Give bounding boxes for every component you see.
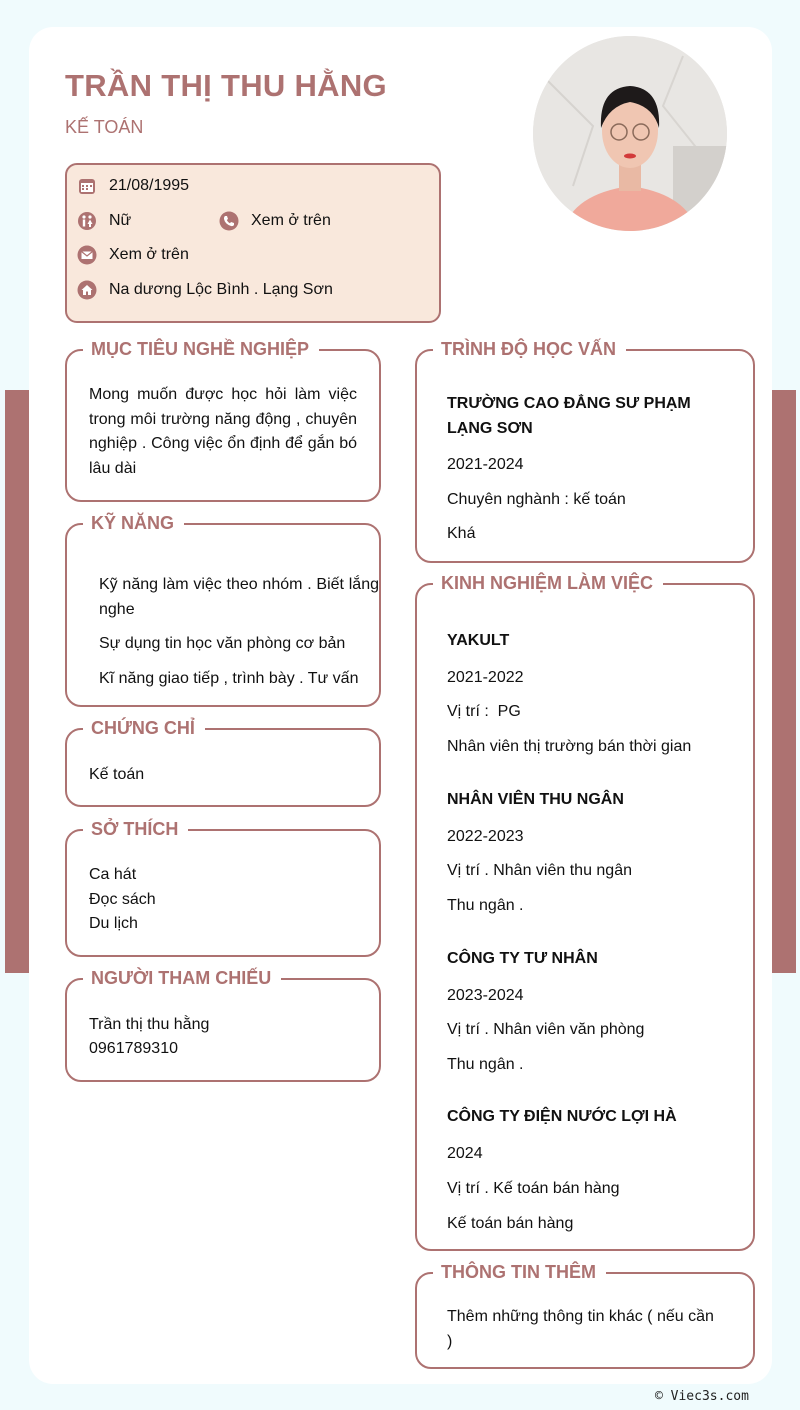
gender-row	[77, 211, 131, 231]
certificates-title: CHỨNG CHỈ	[83, 716, 205, 740]
objective-title: MỤC TIÊU NGHỀ NGHIỆP	[83, 337, 319, 361]
job-description: Kế toán bán hàng	[447, 1215, 574, 1232]
hobbies-section	[65, 819, 381, 957]
email-value: Xem ở trên	[109, 246, 189, 263]
left-accent-band	[5, 390, 29, 973]
skills-title: KỸ NĂNG	[83, 511, 184, 535]
extra-info-title: THÔNG TIN THÊM	[433, 1260, 606, 1284]
reference-phone: 0961789310	[89, 1040, 178, 1057]
section-title-rule	[283, 978, 343, 980]
certificates-section	[65, 718, 381, 807]
gender-value: Nữ	[109, 212, 132, 229]
section-title-rule	[628, 349, 688, 351]
job-years: 2024	[447, 1145, 483, 1162]
reference-section	[65, 968, 381, 1082]
gender-icon	[77, 211, 97, 231]
candidate-name: TRẦN THỊ THU HẰNG	[65, 68, 387, 103]
job-company: CÔNG TY ĐIỆN NƯỚC LỢI HÀ	[447, 1108, 677, 1125]
job-company: YAKULT	[447, 632, 510, 649]
calendar-icon	[77, 176, 97, 196]
job-position: Vị trí : PG	[447, 703, 521, 720]
copyright-footer: © Viec3s.com	[655, 1389, 749, 1404]
skill-item: Kĩ năng giao tiếp , trình bày . Tư vấn	[99, 670, 359, 687]
job-company: NHÂN VIÊN THU NGÂN	[447, 791, 624, 808]
job-company: CÔNG TY TƯ NHÂN	[447, 950, 598, 967]
hobby-item: Du lịch	[89, 915, 138, 932]
extra-info-text: Thêm những thông tin khác ( nếu cần )	[447, 1308, 714, 1350]
job-years: 2021-2022	[447, 669, 524, 686]
phone-row	[219, 211, 331, 231]
skills-section	[65, 513, 381, 707]
education-major: Chuyên nghành : kế toán	[447, 491, 626, 508]
job-position: Vị trí . Nhân viên văn phòng	[447, 1021, 645, 1038]
email-row	[77, 245, 189, 265]
section-title-rule	[190, 829, 250, 831]
birthday-value: 21/08/1995	[109, 177, 190, 194]
hobbies-title: SỞ THÍCH	[83, 817, 188, 841]
hobby-item: Đọc sách	[89, 891, 156, 908]
profile-photo	[533, 36, 727, 231]
section-title-rule	[186, 523, 246, 525]
address-value: Na dương Lộc Bình . Lạng Sơn	[109, 281, 333, 298]
experience-title: KINH NGHIỆM LÀM VIỆC	[433, 571, 663, 595]
job-description: Nhân viên thị trường bán thời gian	[447, 738, 692, 755]
extra-info-section	[415, 1262, 755, 1369]
certificate-item: Kế toán	[89, 766, 145, 783]
envelope-icon	[77, 245, 97, 265]
skill-item: Sự dụng tin học văn phòng cơ bản	[99, 635, 346, 652]
section-title-rule	[665, 583, 725, 585]
job-description: Thu ngân .	[447, 1056, 524, 1073]
reference-title: NGƯỜI THAM CHIẾU	[83, 966, 281, 990]
objective-text: Mong muốn được học hỏi làm việc trong môi trường năng động , chuyên nghiệp . Công việc ổn định để gắn bó lâu dài	[89, 386, 357, 477]
phone-value: Xem ở trên	[251, 212, 331, 229]
job-years: 2023-2024	[447, 987, 524, 1004]
education-grade: Khá	[447, 525, 476, 542]
birthday-row	[77, 176, 189, 196]
address-row	[77, 280, 333, 300]
job-position: Vị trí . Kế toán bán hàng	[447, 1180, 620, 1197]
home-icon	[77, 280, 97, 300]
right-accent-band	[772, 390, 796, 973]
job-position: Vị trí . Nhân viên thu ngân	[447, 862, 632, 879]
hobby-item: Ca hát	[89, 866, 137, 883]
education-section	[415, 339, 755, 563]
section-title-rule	[207, 728, 267, 730]
job-years: 2022-2023	[447, 828, 524, 845]
job-description: Thu ngân .	[447, 897, 524, 914]
education-title: TRÌNH ĐỘ HỌC VẤN	[433, 337, 626, 361]
objective-section	[65, 339, 381, 502]
reference-name: Trần thị thu hằng	[89, 1016, 210, 1033]
phone-icon	[219, 211, 239, 231]
skill-item: Kỹ năng làm việc theo nhóm . Biết lắng nghe	[99, 576, 379, 618]
section-title-rule	[608, 1272, 668, 1274]
section-title-rule	[321, 349, 365, 351]
candidate-role: KẾ TOÁN	[65, 117, 144, 137]
education-years: 2021-2024	[447, 456, 524, 473]
school-name: TRƯỜNG CAO ĐẲNG SƯ PHẠM LẠNG SƠN	[447, 395, 691, 437]
experience-section	[415, 573, 755, 1251]
